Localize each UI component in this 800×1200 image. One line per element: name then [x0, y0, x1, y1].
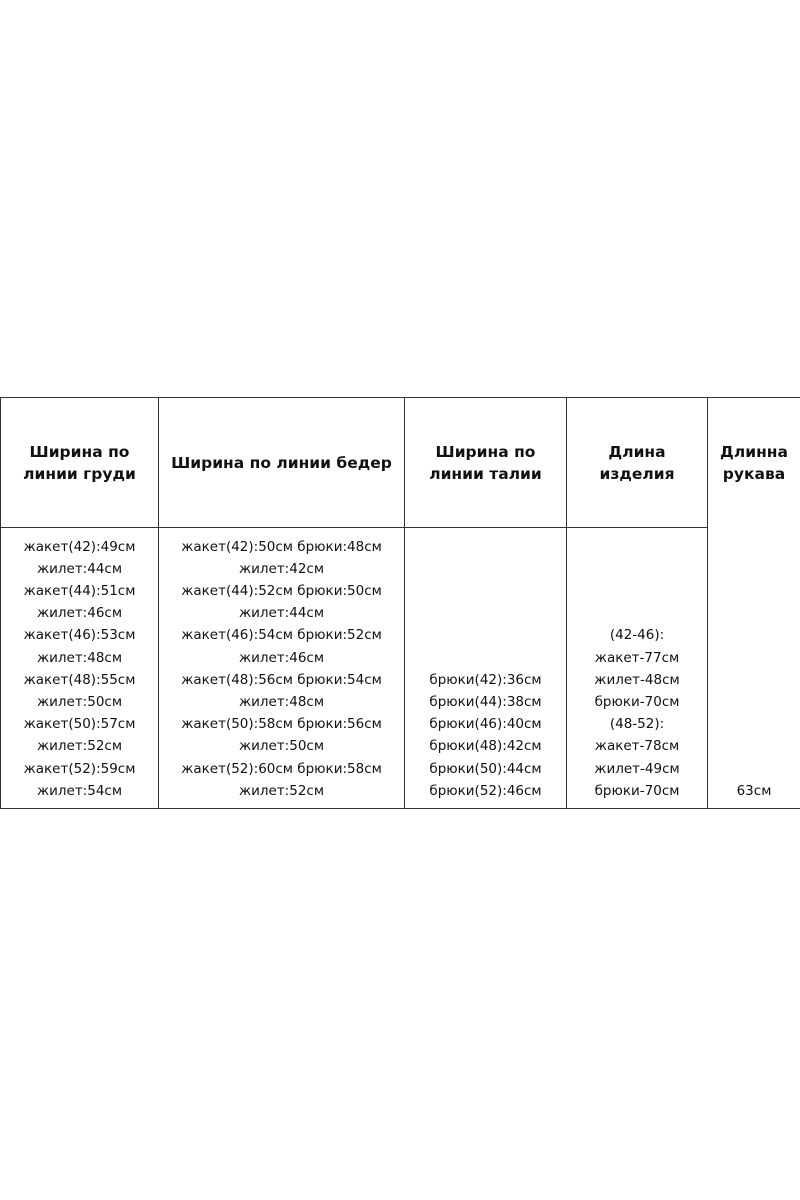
hip-value: жакет(44):52см брюки:50см [181, 582, 382, 599]
sleeve-length-cell [708, 528, 800, 809]
chest-value: жакет(46):53см [23, 627, 136, 644]
hip-value: жилет:44см [238, 605, 325, 622]
hip-value: жакет(42):50см брюки:48см [181, 538, 382, 555]
hip-width-cell [159, 528, 405, 809]
header-item-length: Длина изделия [567, 398, 708, 528]
hip-value: жакет(52):60см брюки:58см [181, 760, 382, 777]
hip-value: жилет:50см [238, 738, 325, 755]
header-chest-width: Ширина по линии груди [1, 398, 159, 528]
hip-value: жакет(48):56см брюки:54см [181, 671, 382, 688]
hip-value: жилет:52см [238, 782, 325, 799]
chest-value: жакет(52):59см [23, 760, 136, 777]
waist-value: брюки(48):42см [429, 738, 542, 755]
waist-value: брюки(52):46см [429, 782, 542, 799]
length-value: жилет-48см [594, 671, 680, 688]
chest-value: жакет(50):57см [23, 716, 136, 733]
chest-value: жилет:46см [36, 605, 123, 622]
chest-value: жакет(48):55см [23, 671, 136, 688]
length-value: жакет-78см [594, 738, 680, 755]
item-length-cell [567, 528, 708, 809]
hip-value: жилет:48см [238, 693, 325, 710]
chest-value: жакет(44):51см [23, 582, 136, 599]
chest-value: жилет:54см [36, 782, 123, 799]
hip-value: жакет(46):54см брюки:52см [181, 627, 382, 644]
waist-value: брюки(46):40см [429, 716, 542, 733]
header-sleeve-length: Длинна рукава [708, 398, 800, 528]
sleeve-value: 63см [736, 782, 772, 799]
length-value: (48-52): [609, 716, 665, 733]
chest-value: жилет:48см [36, 649, 123, 666]
waist-width-cell [405, 528, 567, 809]
length-value: жакет-77см [594, 649, 680, 666]
header-hip-width: Ширина по линии бедер [159, 398, 405, 528]
length-value: жилет-49см [594, 760, 680, 777]
header-waist-width: Ширина по линии талии [405, 398, 567, 528]
chest-value: жакет(42):49см [23, 538, 136, 555]
length-value: брюки-70см [594, 693, 680, 710]
hip-value: жилет:46см [238, 649, 325, 666]
data-row [1, 528, 800, 809]
length-value: (42-46): [609, 627, 665, 644]
hip-value: жакет(50):58см брюки:56см [181, 716, 382, 733]
size-chart-table [0, 397, 800, 809]
header-row [1, 398, 800, 528]
waist-value: брюки(42):36см [429, 671, 542, 688]
length-value: брюки-70см [594, 782, 680, 799]
hip-value: жилет:42см [238, 560, 325, 577]
chest-value: жилет:52см [36, 738, 123, 755]
waist-value: брюки(50):44см [429, 760, 542, 777]
chest-value: жилет:44см [36, 560, 123, 577]
chest-width-cell [1, 528, 159, 809]
waist-value: брюки(44):38см [429, 693, 542, 710]
chest-value: жилет:50см [36, 693, 123, 710]
